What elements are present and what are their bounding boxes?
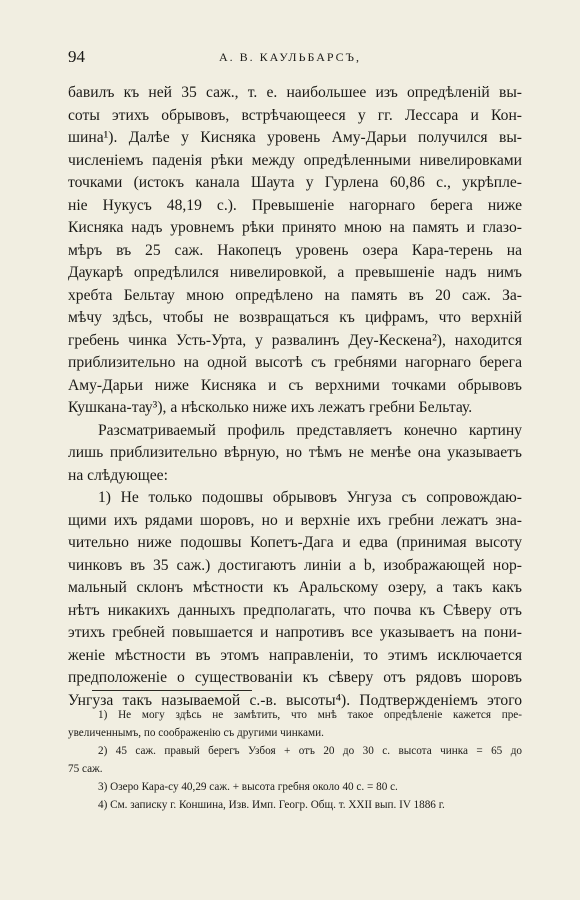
text-line: на слѣдующее: — [68, 466, 168, 484]
page-number: 94 — [68, 47, 85, 66]
text-line: соты этихъ обрывовъ, встрѣчающееся у гг. Лессара и Кон- — [68, 106, 522, 124]
text-line: мѣръ въ 25 саж. Накопецъ уровень озера Кара-терень на — [68, 241, 522, 259]
text-line: чительно ниже подошвы Копетъ-Дага и едва (принимая высоту — [68, 534, 522, 551]
text-line: чинковъ въ 35 саж.) достигаютъ линіи a b, изображающей нор- — [68, 556, 522, 574]
text-line: Аму-Дарьи ниже Кисняка и съ верхними точками обрывовъ — [68, 376, 522, 394]
text-line: Разсматриваемый профиль представляетъ конечно картину — [98, 421, 522, 439]
text-line: Унгуза такъ называемой с.-в. высоты⁴). Подтвержденіемъ этого — [68, 691, 522, 709]
running-head: А. В. КАУЛЬБАРСЪ, — [219, 50, 361, 64]
footnote-line: 2) 45 саж. правый берегъ Узбоя + отъ 20 до 30 с. высота чинка = 65 до — [98, 745, 522, 757]
footnote-line: 75 саж. — [68, 763, 103, 775]
text-line: лишь приблизительно вѣрную, но тѣмъ не менѣе она указываетъ — [68, 444, 522, 461]
text-line: шина¹). Далѣе у Кисняка уровень Аму-Дарьи получился вы- — [68, 129, 522, 146]
paragraph-3 — [68, 487, 522, 712]
text-line: этихъ гребней повышается и напротивъ все указываетъ на пони- — [68, 624, 522, 641]
footnote-rule — [92, 690, 252, 691]
body-text — [68, 82, 522, 712]
text-line: численіемъ паденія рѣки между опредѣленными нивелировками — [68, 151, 522, 169]
text-line: Кушкана-тау³), а нѣсколько ниже ихъ лежатъ гребни Бельтау. — [68, 399, 473, 416]
paragraph-2 — [68, 420, 522, 488]
text-line: предположеніе о существованіи къ сѣверу отъ рядовъ шоровъ — [68, 669, 522, 686]
footnote-line: 3) Озеро Кара-су 40,29 саж. + высота гребня около 40 с. = 80 с. — [98, 781, 398, 793]
text-line: мѣчу здѣсь, чтобы не возвращаться къ цифрамъ, что верхній — [68, 309, 522, 326]
footnote-line: 1) Не могу здѣсь не замѣтить, что мнѣ такое опредѣленіе кажется пре- — [98, 709, 522, 721]
text-line: нѣтъ никакихъ данныхъ предполагать, что почва къ Сѣверу отъ — [68, 601, 522, 619]
text-line: гребень чинка Усть-Урта, у развалинъ Деу-Кескена²), находится — [68, 331, 522, 349]
text-line: 1) Не только подошвы обрывовъ Унгуза съ сопровождаю- — [98, 489, 522, 506]
page-header — [68, 47, 512, 69]
text-line: Кисняка надъ уровнемъ рѣки принято мною на память и глазо- — [68, 219, 522, 236]
text-line: бавилъ къ ней 35 саж., т. е. наибольшее изъ опредѣленій вы- — [68, 84, 522, 101]
paragraph-1 — [68, 82, 522, 420]
text-line: Даукарѣ опредѣлился нивелировкой, а превышеніе надъ нимъ — [68, 264, 522, 281]
footnotes — [68, 706, 522, 814]
text-line: хребта Бельтау мною опредѣлено на память въ 20 саж. За- — [68, 286, 522, 304]
text-line: женіе мѣстности въ этомъ направленіи, то этимъ исключается — [68, 646, 522, 664]
text-line: точками (истокъ канала Шаута у Гурлена 60,86 с., укрѣпле- — [68, 174, 522, 191]
footnote-line: 4) См. записку г. Коншина, Изв. Имп. Геогр. Общ. т. XXII вып. IV 1886 г. — [98, 799, 445, 811]
text-line: мальный склонъ мѣстности къ Аральскому озеру, а такъ какъ — [68, 579, 522, 596]
footnote-line: увеличеннымъ, по соображенію съ другими чинками. — [68, 727, 324, 739]
text-line: ніе Нукусъ 48,19 с.). Превышеніе нагорнаго берега ниже — [68, 196, 522, 214]
text-line: приблизительно на одной высотѣ съ гребнями нагорнаго берега — [68, 354, 522, 371]
text-line: щими ихъ рядами шоровъ, но и верхніе ихъ гребни лежатъ зна- — [68, 511, 522, 529]
